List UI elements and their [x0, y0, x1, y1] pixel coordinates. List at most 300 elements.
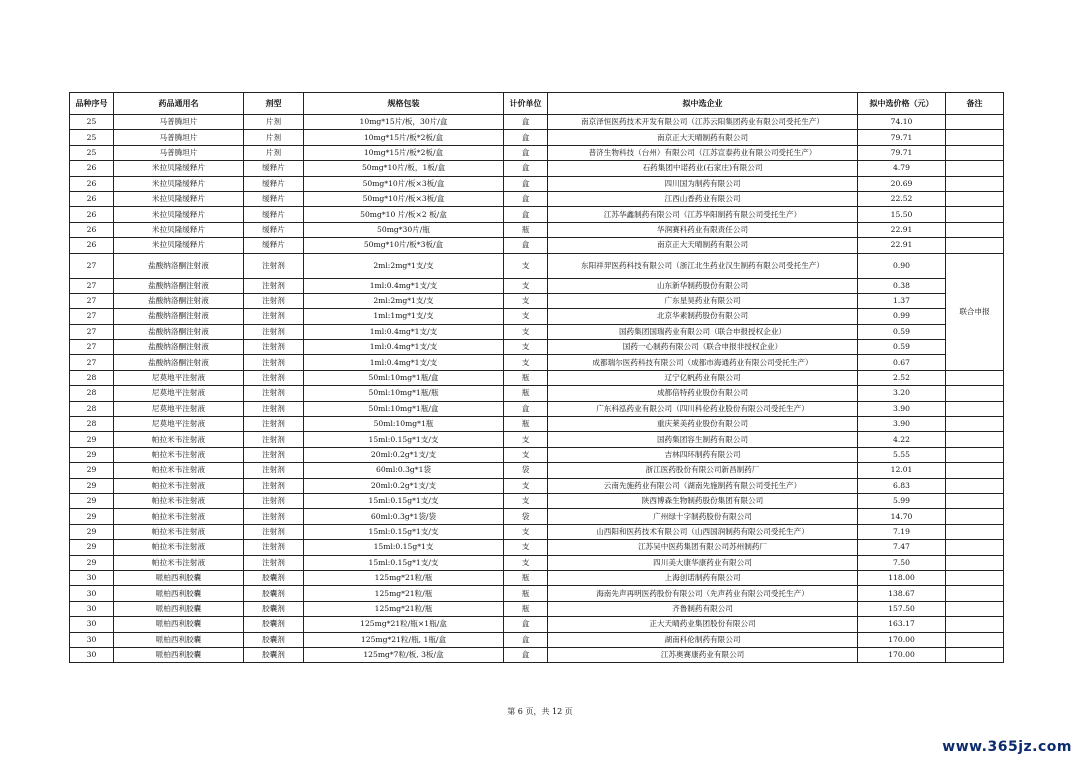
table-row [70, 632, 1004, 647]
table-row [70, 355, 1004, 370]
drug-name-cell: 帕拉米韦注射液 [114, 540, 244, 555]
unit-cell: 盒 [504, 617, 548, 632]
dosage-form-cell: 胶囊剂 [244, 617, 304, 632]
dosage-form-cell: 注射剂 [244, 324, 304, 339]
spec-package-cell: 1ml:0.4mg*1支/支 [304, 324, 504, 339]
remark-cell [946, 115, 1004, 130]
column-header: 品种序号 [70, 93, 114, 115]
unit-cell: 支 [504, 555, 548, 570]
dosage-form-cell: 缓释片 [244, 207, 304, 222]
drug-selection-table [69, 92, 1004, 663]
column-header: 拟中选价格（元） [858, 93, 946, 115]
spec-package-cell: 50mg*30片/瓶 [304, 222, 504, 237]
item-number-cell: 27 [70, 253, 114, 278]
remark-cell [946, 222, 1004, 237]
remark-cell [946, 191, 1004, 206]
remark-cell [946, 447, 1004, 462]
drug-name-cell: 帕拉米韦注射液 [114, 447, 244, 462]
company-cell: 浙江医药股份有限公司新昌制药厂 [548, 463, 858, 478]
item-number-cell: 29 [70, 524, 114, 539]
item-number-cell: 26 [70, 238, 114, 253]
remark-cell [946, 432, 1004, 447]
company-cell: 石药集团中诺药业(石家庄)有限公司 [548, 161, 858, 176]
spec-package-cell: 20ml:0.2g*1支/支 [304, 478, 504, 493]
drug-name-cell: 尼莫地平注射液 [114, 417, 244, 432]
spec-package-cell: 60ml:0.3g*1袋 [304, 463, 504, 478]
remark-cell [946, 161, 1004, 176]
dosage-form-cell: 缓释片 [244, 238, 304, 253]
table-row [70, 222, 1004, 237]
price-cell: 163.17 [858, 617, 946, 632]
company-cell: 湖南科伦制药有限公司 [548, 632, 858, 647]
dosage-form-cell: 缓释片 [244, 191, 304, 206]
company-cell: 广州绿十字制药股份有限公司 [548, 509, 858, 524]
unit-cell: 瓶 [504, 222, 548, 237]
dosage-form-cell: 片剂 [244, 115, 304, 130]
spec-package-cell: 10mg*15片/板*2板/盒 [304, 145, 504, 160]
unit-cell: 支 [504, 524, 548, 539]
table-row [70, 478, 1004, 493]
price-cell: 6.83 [858, 478, 946, 493]
unit-cell: 瓶 [504, 386, 548, 401]
unit-cell: 支 [504, 478, 548, 493]
table-row [70, 570, 1004, 585]
company-cell: 海南先声再明医药股份有限公司（先声药业有限公司受托生产） [548, 586, 858, 601]
table-row [70, 524, 1004, 539]
item-number-cell: 28 [70, 370, 114, 385]
price-cell: 79.71 [858, 130, 946, 145]
company-cell: 南京正大天晴制药有限公司 [548, 238, 858, 253]
dosage-form-cell: 注射剂 [244, 540, 304, 555]
price-cell: 138.67 [858, 586, 946, 601]
drug-name-cell: 马普腾坦片 [114, 130, 244, 145]
item-number-cell: 29 [70, 447, 114, 462]
spec-package-cell: 15ml:0.15g*1支/支 [304, 524, 504, 539]
drug-name-cell: 米拉贝隆缓释片 [114, 207, 244, 222]
price-cell: 0.38 [858, 278, 946, 293]
remark-cell [946, 130, 1004, 145]
spec-package-cell: 15ml:0.15g*1支/支 [304, 432, 504, 447]
unit-cell: 盒 [504, 161, 548, 176]
company-cell: 四川美大康华康药业有限公司 [548, 555, 858, 570]
dosage-form-cell: 胶囊剂 [244, 570, 304, 585]
spec-package-cell: 50mg*10片/板×3板/盒 [304, 176, 504, 191]
price-cell: 118.00 [858, 570, 946, 585]
table-row [70, 555, 1004, 570]
item-number-cell: 26 [70, 161, 114, 176]
company-cell: 吉林四环制药有限公司 [548, 447, 858, 462]
drug-name-cell: 哌柏西利胶囊 [114, 586, 244, 601]
drug-name-cell: 尼莫地平注射液 [114, 401, 244, 416]
company-cell: 云南先施药业有限公司（湖南先施制药有限公司受托生产） [548, 478, 858, 493]
table-row [70, 417, 1004, 432]
price-cell: 74.10 [858, 115, 946, 130]
spec-package-cell: 2ml:2mg*1支/支 [304, 293, 504, 308]
company-cell: 国药一心制药有限公司（联合申报非授权企业） [548, 340, 858, 355]
table-row [70, 207, 1004, 222]
remark-cell [946, 176, 1004, 191]
dosage-form-cell: 注射剂 [244, 478, 304, 493]
remark-cell [946, 386, 1004, 401]
unit-cell: 支 [504, 324, 548, 339]
price-cell: 4.22 [858, 432, 946, 447]
unit-cell: 盒 [504, 191, 548, 206]
remark-cell [946, 540, 1004, 555]
dosage-form-cell: 注射剂 [244, 447, 304, 462]
spec-package-cell: 1ml:0.4mg*1支/支 [304, 340, 504, 355]
company-cell: 江西山香药业有限公司 [548, 191, 858, 206]
drug-name-cell: 米拉贝隆缓释片 [114, 161, 244, 176]
price-cell: 7.19 [858, 524, 946, 539]
company-cell: 华润赛科药业有限责任公司 [548, 222, 858, 237]
item-number-cell: 29 [70, 463, 114, 478]
item-number-cell: 27 [70, 355, 114, 370]
item-number-cell: 28 [70, 386, 114, 401]
dosage-form-cell: 注射剂 [244, 293, 304, 308]
unit-cell: 支 [504, 253, 548, 278]
table-row [70, 130, 1004, 145]
company-cell: 上海创诺制药有限公司 [548, 570, 858, 585]
company-cell: 国药集团容生制药有限公司 [548, 432, 858, 447]
unit-cell: 盒 [504, 176, 548, 191]
item-number-cell: 29 [70, 555, 114, 570]
drug-name-cell: 盐酸纳洛酮注射液 [114, 293, 244, 308]
drug-name-cell: 米拉贝隆缓释片 [114, 238, 244, 253]
column-header: 剂型 [244, 93, 304, 115]
spec-package-cell: 125mg*21粒/瓶, 1瓶/盒 [304, 632, 504, 647]
company-cell: 齐鲁制药有限公司 [548, 601, 858, 616]
price-cell: 14.70 [858, 509, 946, 524]
unit-cell: 盒 [504, 145, 548, 160]
price-cell: 5.99 [858, 493, 946, 508]
spec-package-cell: 10mg*15片/板，30片/盒 [304, 115, 504, 130]
unit-cell: 盒 [504, 401, 548, 416]
table-row [70, 253, 1004, 278]
table-row [70, 278, 1004, 293]
drug-name-cell: 帕拉米韦注射液 [114, 478, 244, 493]
item-number-cell: 29 [70, 540, 114, 555]
remark-cell [946, 401, 1004, 416]
company-cell: 北京华素制药股份有限公司 [548, 309, 858, 324]
spec-package-cell: 15ml:0.15g*1支/支 [304, 493, 504, 508]
dosage-form-cell: 胶囊剂 [244, 601, 304, 616]
item-number-cell: 27 [70, 340, 114, 355]
price-cell: 0.90 [858, 253, 946, 278]
spec-package-cell: 50ml:10mg*1瓶 [304, 417, 504, 432]
price-cell: 15.50 [858, 207, 946, 222]
table-row [70, 370, 1004, 385]
column-header: 拟中选企业 [548, 93, 858, 115]
remark-cell: 联合申报 [946, 253, 1004, 370]
price-cell: 7.50 [858, 555, 946, 570]
drug-name-cell: 盐酸纳洛酮注射液 [114, 340, 244, 355]
unit-cell: 支 [504, 340, 548, 355]
dosage-form-cell: 胶囊剂 [244, 632, 304, 647]
dosage-form-cell: 缓释片 [244, 222, 304, 237]
unit-cell: 支 [504, 540, 548, 555]
company-cell: 国药集团国瑞药业有限公司（联合申报授权企业） [548, 324, 858, 339]
unit-cell: 支 [504, 293, 548, 308]
drug-name-cell: 马普腾坦片 [114, 145, 244, 160]
table-row [70, 647, 1004, 662]
price-cell: 22.91 [858, 222, 946, 237]
remark-cell [946, 238, 1004, 253]
dosage-form-cell: 片剂 [244, 130, 304, 145]
unit-cell: 袋 [504, 463, 548, 478]
unit-cell: 支 [504, 278, 548, 293]
unit-cell: 袋 [504, 509, 548, 524]
drug-name-cell: 盐酸纳洛酮注射液 [114, 309, 244, 324]
dosage-form-cell: 注射剂 [244, 432, 304, 447]
drug-name-cell: 帕拉米韦注射液 [114, 555, 244, 570]
price-cell: 3.90 [858, 417, 946, 432]
table-row [70, 493, 1004, 508]
remark-cell [946, 617, 1004, 632]
item-number-cell: 28 [70, 417, 114, 432]
dosage-form-cell: 注射剂 [244, 509, 304, 524]
company-cell: 山西阳和医药技术有限公司（山西国润制药有限公司受托生产） [548, 524, 858, 539]
company-cell: 正大天晴药业集团股份有限公司 [548, 617, 858, 632]
item-number-cell: 25 [70, 115, 114, 130]
item-number-cell: 26 [70, 176, 114, 191]
dosage-form-cell: 胶囊剂 [244, 647, 304, 662]
price-cell: 157.50 [858, 601, 946, 616]
dosage-form-cell: 缓释片 [244, 176, 304, 191]
company-cell: 广东星昊药业有限公司 [548, 293, 858, 308]
unit-cell: 盒 [504, 115, 548, 130]
dosage-form-cell: 注射剂 [244, 370, 304, 385]
item-number-cell: 27 [70, 278, 114, 293]
remark-cell [946, 463, 1004, 478]
item-number-cell: 25 [70, 145, 114, 160]
price-cell: 1.37 [858, 293, 946, 308]
dosage-form-cell: 注射剂 [244, 355, 304, 370]
table-row [70, 309, 1004, 324]
column-header: 规格包装 [304, 93, 504, 115]
spec-package-cell: 1ml:0.4mg*1支/支 [304, 355, 504, 370]
unit-cell: 瓶 [504, 370, 548, 385]
remark-cell [946, 509, 1004, 524]
dosage-form-cell: 注射剂 [244, 278, 304, 293]
drug-name-cell: 米拉贝隆缓释片 [114, 222, 244, 237]
table-row [70, 340, 1004, 355]
drug-name-cell: 哌柏西利胶囊 [114, 617, 244, 632]
dosage-form-cell: 注射剂 [244, 555, 304, 570]
price-cell: 0.99 [858, 309, 946, 324]
item-number-cell: 27 [70, 293, 114, 308]
dosage-form-cell: 注射剂 [244, 463, 304, 478]
spec-package-cell: 15ml:0.15g*1支 [304, 540, 504, 555]
remark-cell [946, 570, 1004, 585]
spec-package-cell: 50mg*10片/板*3板/盒 [304, 238, 504, 253]
dosage-form-cell: 注射剂 [244, 340, 304, 355]
table-row [70, 176, 1004, 191]
unit-cell: 瓶 [504, 417, 548, 432]
price-cell: 0.67 [858, 355, 946, 370]
drug-name-cell: 哌柏西利胶囊 [114, 647, 244, 662]
table-row [70, 401, 1004, 416]
unit-cell: 支 [504, 447, 548, 462]
unit-cell: 盒 [504, 207, 548, 222]
table-row [70, 447, 1004, 462]
drug-name-cell: 哌柏西利胶囊 [114, 570, 244, 585]
drug-name-cell: 帕拉米韦注射液 [114, 463, 244, 478]
spec-package-cell: 125mg*21粒/瓶 [304, 601, 504, 616]
item-number-cell: 27 [70, 309, 114, 324]
table-row [70, 432, 1004, 447]
price-cell: 22.52 [858, 191, 946, 206]
price-cell: 2.52 [858, 370, 946, 385]
table-header-row [70, 93, 1004, 115]
item-number-cell: 26 [70, 222, 114, 237]
spec-package-cell: 50mg*10片/板×3板/盒 [304, 191, 504, 206]
spec-package-cell: 125mg*21粒/瓶×1瓶/盒 [304, 617, 504, 632]
table-row [70, 161, 1004, 176]
item-number-cell: 29 [70, 493, 114, 508]
company-cell: 江苏奥赛康药业有限公司 [548, 647, 858, 662]
unit-cell: 支 [504, 493, 548, 508]
drug-name-cell: 帕拉米韦注射液 [114, 509, 244, 524]
remark-cell [946, 647, 1004, 662]
item-number-cell: 28 [70, 401, 114, 416]
drug-name-cell: 米拉贝隆缓释片 [114, 176, 244, 191]
spec-package-cell: 15ml:0.15g*1支/支 [304, 555, 504, 570]
unit-cell: 瓶 [504, 586, 548, 601]
drug-name-cell: 盐酸纳洛酮注射液 [114, 253, 244, 278]
page-number: 第 6 页，共 12 页 [507, 707, 573, 716]
table-row [70, 509, 1004, 524]
drug-name-cell: 哌柏西利胶囊 [114, 601, 244, 616]
table-row [70, 191, 1004, 206]
table-row [70, 145, 1004, 160]
price-cell: 5.55 [858, 447, 946, 462]
dosage-form-cell: 注射剂 [244, 309, 304, 324]
price-cell: 170.00 [858, 647, 946, 662]
unit-cell: 支 [504, 432, 548, 447]
spec-package-cell: 50ml:10mg*1瓶/盒 [304, 401, 504, 416]
unit-cell: 瓶 [504, 601, 548, 616]
site-watermark: www.365jz.com [942, 739, 1072, 755]
unit-cell: 盒 [504, 130, 548, 145]
item-number-cell: 30 [70, 586, 114, 601]
dosage-form-cell: 注射剂 [244, 493, 304, 508]
spec-package-cell: 60ml:0.3g*1袋/袋 [304, 509, 504, 524]
table-row [70, 463, 1004, 478]
item-number-cell: 29 [70, 478, 114, 493]
spec-package-cell: 50mg*10 片/板×2 板/盒 [304, 207, 504, 222]
unit-cell: 支 [504, 355, 548, 370]
unit-cell: 盒 [504, 632, 548, 647]
drug-name-cell: 尼莫地平注射液 [114, 370, 244, 385]
item-number-cell: 26 [70, 191, 114, 206]
company-cell: 东阳祥羿医药科技有限公司（浙江北生药业汉生制药有限公司受托生产） [548, 253, 858, 278]
remark-cell [946, 417, 1004, 432]
spec-package-cell: 10mg*15片/板*2板/盒 [304, 130, 504, 145]
item-number-cell: 30 [70, 617, 114, 632]
unit-cell: 瓶 [504, 570, 548, 585]
column-header: 药品通用名 [114, 93, 244, 115]
item-number-cell: 29 [70, 509, 114, 524]
price-cell: 0.59 [858, 340, 946, 355]
remark-cell [946, 524, 1004, 539]
dosage-form-cell: 注射剂 [244, 524, 304, 539]
dosage-form-cell: 注射剂 [244, 401, 304, 416]
company-cell: 南京泽恒医药技术开发有限公司（江苏云阳集团药业有限公司受托生产） [548, 115, 858, 130]
spec-package-cell: 20ml:0.2g*1支/支 [304, 447, 504, 462]
dosage-form-cell: 胶囊剂 [244, 586, 304, 601]
company-cell: 陕西博森生物制药股份集团有限公司 [548, 493, 858, 508]
remark-cell [946, 601, 1004, 616]
drug-name-cell: 马普腾坦片 [114, 115, 244, 130]
table-row [70, 238, 1004, 253]
company-cell: 江苏吴中医药集团有限公司苏州制药厂 [548, 540, 858, 555]
price-cell: 22.91 [858, 238, 946, 253]
remark-cell [946, 478, 1004, 493]
price-cell: 12.01 [858, 463, 946, 478]
spec-package-cell: 50ml:10mg*1瓶/瓶 [304, 386, 504, 401]
item-number-cell: 27 [70, 324, 114, 339]
price-cell: 20.69 [858, 176, 946, 191]
spec-package-cell: 1ml:1mg*1支/支 [304, 309, 504, 324]
company-cell: 四川国为制药有限公司 [548, 176, 858, 191]
drug-name-cell: 盐酸纳洛酮注射液 [114, 278, 244, 293]
column-header: 计价单位 [504, 93, 548, 115]
remark-cell [946, 632, 1004, 647]
dosage-form-cell: 注射剂 [244, 417, 304, 432]
company-cell: 辽宁亿帆药业有限公司 [548, 370, 858, 385]
dosage-form-cell: 注射剂 [244, 386, 304, 401]
spec-package-cell: 50mg*10片/板，1板/盒 [304, 161, 504, 176]
price-cell: 79.71 [858, 145, 946, 160]
drug-name-cell: 尼莫地平注射液 [114, 386, 244, 401]
item-number-cell: 30 [70, 601, 114, 616]
spec-package-cell: 50ml:10mg*1瓶/盒 [304, 370, 504, 385]
company-cell: 普济生物科技（台州）有限公司（江苏宣泰药业有限公司受托生产） [548, 145, 858, 160]
company-cell: 成都倍特药业股份有限公司 [548, 386, 858, 401]
dosage-form-cell: 片剂 [244, 145, 304, 160]
price-cell: 4.79 [858, 161, 946, 176]
remark-cell [946, 493, 1004, 508]
table-row [70, 617, 1004, 632]
table-row [70, 540, 1004, 555]
drug-name-cell: 盐酸纳洛酮注射液 [114, 355, 244, 370]
spec-package-cell: 125mg*21粒/瓶 [304, 586, 504, 601]
item-number-cell: 26 [70, 207, 114, 222]
spec-package-cell: 2ml:2mg*1支/支 [304, 253, 504, 278]
company-cell: 重庆莱美药业股份有限公司 [548, 417, 858, 432]
price-cell: 3.90 [858, 401, 946, 416]
drug-name-cell: 哌柏西利胶囊 [114, 632, 244, 647]
table-row [70, 586, 1004, 601]
company-cell: 南京正大天晴制药有限公司 [548, 130, 858, 145]
dosage-form-cell: 缓释片 [244, 161, 304, 176]
table-row [70, 601, 1004, 616]
company-cell: 成都瑞尔医药科技有限公司（成都市海通药业有限公司受托生产） [548, 355, 858, 370]
item-number-cell: 29 [70, 432, 114, 447]
drug-name-cell: 帕拉米韦注射液 [114, 493, 244, 508]
remark-cell [946, 145, 1004, 160]
drug-name-cell: 盐酸纳洛酮注射液 [114, 324, 244, 339]
drug-name-cell: 米拉贝隆缓释片 [114, 191, 244, 206]
drug-name-cell: 帕拉米韦注射液 [114, 432, 244, 447]
spec-package-cell: 1ml:0.4mg*1支/支 [304, 278, 504, 293]
company-cell: 江苏华鑫制药有限公司（江苏华阳制药有限公司受托生产） [548, 207, 858, 222]
dosage-form-cell: 注射剂 [244, 253, 304, 278]
table-row [70, 115, 1004, 130]
spec-package-cell: 125mg*21粒/瓶 [304, 570, 504, 585]
unit-cell: 盒 [504, 647, 548, 662]
remark-cell [946, 207, 1004, 222]
